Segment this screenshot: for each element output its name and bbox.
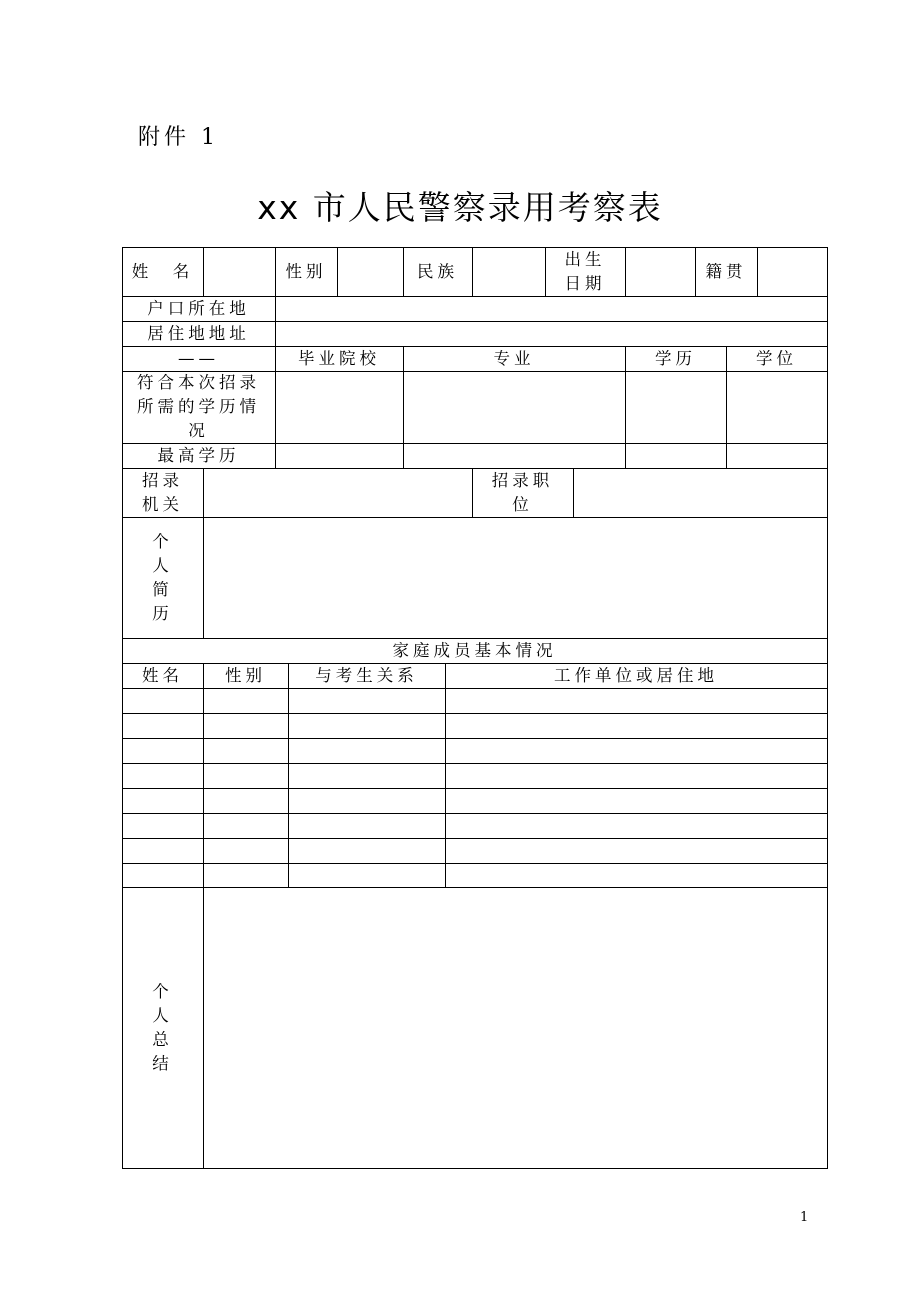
- family-section-title: 家庭成员基本情况: [392, 640, 557, 660]
- birth-date-label: [545, 247, 625, 296]
- major-header: 专业: [493, 348, 535, 368]
- resume-char-4: 历: [152, 603, 173, 623]
- education-dash-label: ——: [178, 348, 219, 368]
- form-bottom-border: [122, 1168, 828, 1169]
- name-label: 姓 名: [131, 261, 194, 281]
- recruiting-agency-line1: 招录: [142, 470, 183, 490]
- resume-char-1: 个: [152, 531, 173, 551]
- form-right-border: [827, 247, 828, 1169]
- family-table-row[interactable]: [122, 788, 827, 813]
- required-education-line2: 所需的学历情: [137, 397, 260, 416]
- required-degree-cell[interactable]: [726, 371, 827, 443]
- gender-label: 性别: [285, 261, 327, 281]
- resume-char-2: 人: [152, 555, 173, 575]
- family-col-relation-header: 与考生关系: [315, 665, 418, 685]
- birth-date-value-cell[interactable]: [625, 247, 695, 296]
- required-school-cell[interactable]: [275, 371, 403, 443]
- highest-degree-level-cell[interactable]: [625, 443, 726, 468]
- household-registration-value-cell[interactable]: [275, 296, 827, 321]
- degree-level-header: 学历: [655, 348, 696, 368]
- household-registration-label: 户口所在地: [147, 298, 250, 318]
- required-education-label: [122, 371, 275, 443]
- ethnicity-label: 民族: [417, 261, 458, 281]
- resume-value-cell[interactable]: [203, 517, 827, 638]
- family-table-row[interactable]: [122, 713, 827, 738]
- family-table-row[interactable]: [122, 813, 827, 838]
- ethnicity-value-cell[interactable]: [472, 247, 545, 296]
- summary-char-3: 总: [152, 1029, 173, 1049]
- required-degree-level-cell[interactable]: [625, 371, 726, 443]
- birth-date-label-line1: 出生: [564, 249, 606, 269]
- summary-value-cell[interactable]: [203, 887, 827, 1168]
- family-table-row[interactable]: [122, 763, 827, 788]
- native-place-label: 籍贯: [705, 261, 747, 281]
- summary-char-2: 人: [152, 1005, 173, 1025]
- recruiting-agency-value-cell[interactable]: [203, 468, 472, 517]
- highest-school-cell[interactable]: [275, 443, 403, 468]
- gender-value-cell[interactable]: [337, 247, 403, 296]
- address-value-cell[interactable]: [275, 321, 827, 346]
- recruiting-agency-line2: 机关: [142, 494, 183, 514]
- summary-label: [122, 887, 203, 1168]
- page-title: xx 市人民警察录用考察表: [257, 188, 663, 227]
- recruiting-position-line1: 招录职: [491, 470, 554, 490]
- required-education-line1: 符合本次招录: [137, 373, 260, 392]
- family-table-row[interactable]: [122, 863, 827, 887]
- highest-degree-cell[interactable]: [726, 443, 827, 468]
- summary-char-4: 结: [152, 1053, 173, 1073]
- family-table-row[interactable]: [122, 738, 827, 763]
- attachment-label: 附件 1: [138, 125, 219, 150]
- address-label: 居住地地址: [147, 323, 250, 343]
- native-place-value-cell[interactable]: [757, 247, 827, 296]
- birth-date-label-line2: 日期: [564, 273, 606, 293]
- recruiting-agency-label: [122, 468, 203, 517]
- degree-header: 学位: [756, 348, 797, 368]
- name-value-cell[interactable]: [203, 247, 275, 296]
- summary-char-1: 个: [152, 981, 173, 1001]
- family-col-gender-header: 性别: [225, 665, 266, 685]
- recruiting-position-value-cell[interactable]: [573, 468, 827, 517]
- required-major-cell[interactable]: [403, 371, 625, 443]
- family-col-name-header: 姓名: [142, 665, 183, 685]
- highest-major-cell[interactable]: [403, 443, 625, 468]
- required-education-line3: 况: [188, 421, 209, 440]
- recruiting-position-label: [472, 468, 573, 517]
- family-table-row[interactable]: [122, 688, 827, 713]
- page-number: 1: [800, 1210, 809, 1225]
- resume-char-3: 简: [152, 579, 173, 599]
- school-header: 毕业院校: [298, 348, 380, 368]
- family-table-row[interactable]: [122, 838, 827, 863]
- resume-label: [122, 517, 203, 638]
- family-col-work-header: 工作单位或居住地: [554, 665, 718, 685]
- highest-education-label: 最高学历: [157, 445, 240, 465]
- recruiting-position-line2: 位: [512, 494, 533, 514]
